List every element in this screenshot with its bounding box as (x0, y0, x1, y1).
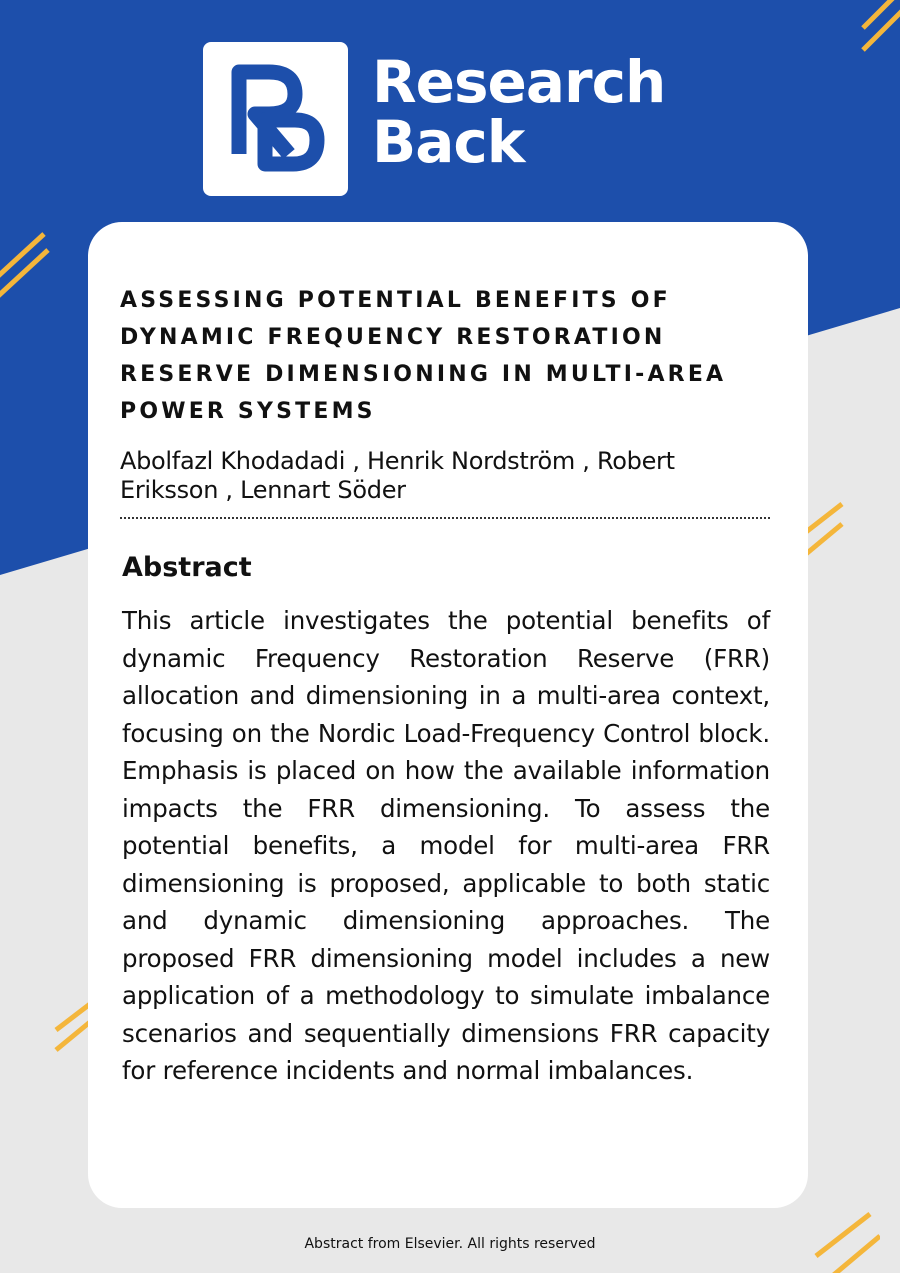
brand-wordmark (372, 48, 666, 176)
footer-note: Abstract from Elsevier. All rights reserved (304, 1236, 596, 1252)
abstract-text: This article investigates the potential benefits of dynamic Frequency Restoration Reserve (FRR) allocation and dimensioning in a multi-area context, focusing on the Nordic Load-Frequency Control block. Emphasis is placed on how the available information impacts the FRR dimensioning. To assess the potential benefits, a model for multi-area FRR dimensioning is proposed, applicable to both static and dynamic dimensioning approaches. The proposed FRR dimensioning model includes a new application of a methodology to simulate imbalance scenarios and sequentially dimensions FRR capacity for reference incidents and normal imbalances. (122, 606, 770, 1085)
brand-name-line2: Back (372, 108, 525, 176)
article-title: ASSESSING POTENTIAL BENEFITS OF DYNAMIC FREQUENCY RESTORATION RESERVE DIMENSIONING IN MULTI-AREA POWER SYSTEMS (120, 288, 727, 424)
abstract-heading: Abstract (122, 552, 252, 583)
rb-monogram-icon (203, 42, 348, 196)
dotted-divider (120, 517, 770, 519)
article-authors: Abolfazl Khodadadi , Henrik Nordström , Robert Eriksson , Lennart Söder (120, 447, 675, 504)
brand-logo (203, 42, 348, 196)
accent-stripes-left-upper (0, 228, 55, 303)
accent-stripes-top-right (855, 0, 900, 60)
brand-name-line1: Research (372, 48, 666, 116)
